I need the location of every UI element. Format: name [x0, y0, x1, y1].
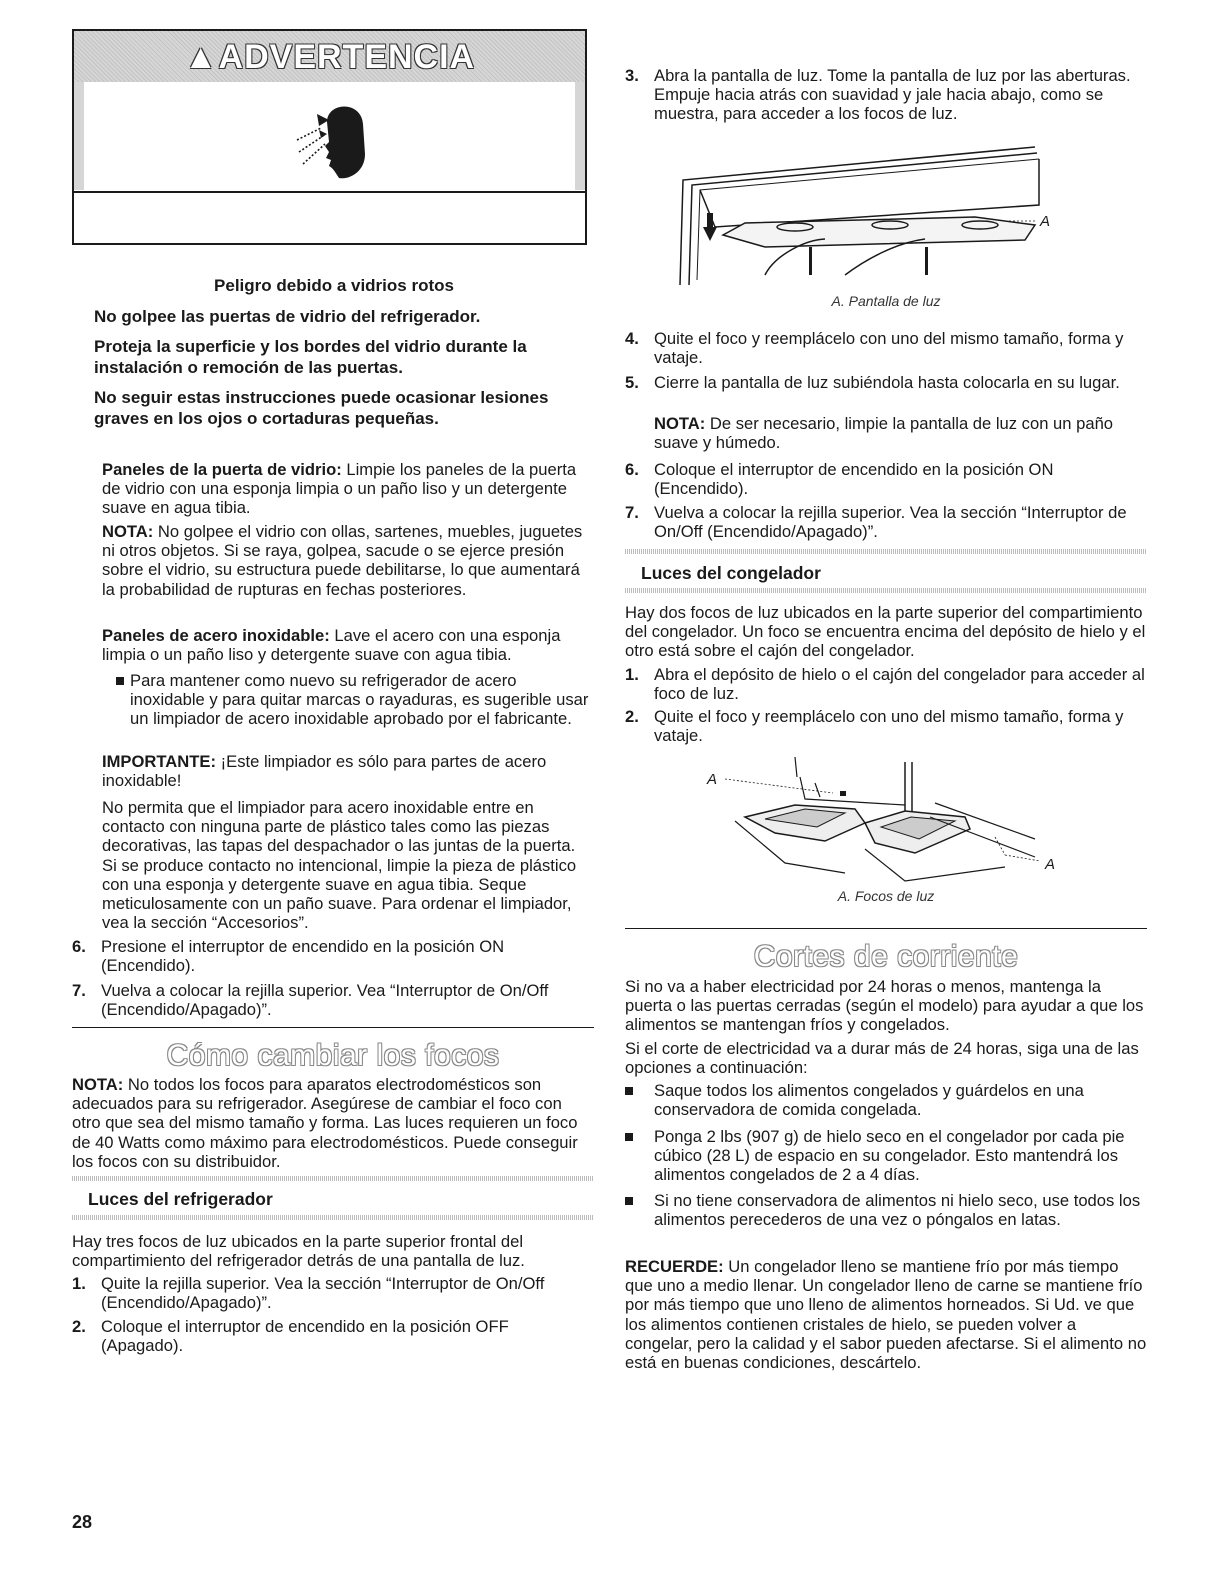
freezer-lights-illustration [705, 757, 1065, 887]
page-number: 28 [72, 1512, 93, 1532]
bullet-icon [625, 1197, 633, 1205]
plastic-paragraph: No permita que el limpiador para acero inoxidable entre en contacto con ninguna parte de plástico tales como las piezas decorativas, las tapas del despachador o las juntas de la puerta. Si se produce contacto no intencional, limpie la pieza de plástico con una esponja y detergente suave en agua tibia. Seque meticulosamente con un paño suave. Para ordenar el limpiador, vea la sección “Accesorios”. [102, 798, 577, 933]
freezer-lights-heading: Luces del congelador [641, 563, 821, 583]
warning-box [72, 29, 587, 245]
glass-note-paragraph: NOTA: No golpee el vidrio con ollas, sartenes, muebles, juguetes ni otros objetos. Si se raya, golpea, sacude o se ejerce presión sobre el vidrio, su estructura puede debilitarse, lo que aumentará la probabilidad de rupturas en fechas posteriores. [102, 522, 583, 599]
bullet-icon [116, 677, 124, 685]
remember-paragraph: RECUERDE: Un congelador lleno se mantiene frío por más tiempo que uno a medio llenar. Un congelador lleno de carne se mantiene frío por más tiempo que uno lleno de alimentos horneados. Si Ud. ve que los alimentos contienen cristales de hielo, se pueden volver a congelar, pero la calidad y el sabor pueden afectarse. Si el alimento no está en buenas condiciones, descártelo. [625, 1257, 1147, 1373]
freezer-intro: Hay dos focos de luz ubicados en la parte superior del compartimiento del congelador. Un foco se encuentra encima del depósito de hielo y el otro está sobre el cajón del congelador. [625, 603, 1146, 661]
bulbs-heading: Cómo cambiar los focos [166, 1039, 500, 1072]
hatch-rule [625, 588, 1147, 593]
step-5-note: NOTA: De ser necesario, limpie la pantalla de luz con un paño suave y húmedo. [654, 414, 1114, 453]
figure-2-label-left: A [707, 771, 718, 788]
outage-paragraph-1: Si no va a haber electricidad por 24 horas o menos, mantenga la puerta o las puertas cerradas (según el modelo) para ayudar a que los alimentos se mantengan fríos y congelados. [625, 977, 1144, 1035]
glass-panels-paragraph: Paneles de la puerta de vidrio: Limpie los paneles de la puerta de vidrio con una esponja limpia o un paño liso y un detergente suave en agua tibia. [102, 460, 577, 518]
outage-paragraph-2: Si el corte de electricidad va a durar más de 24 horas, siga una de las opciones a continuación: [625, 1039, 1139, 1078]
figure-2-caption: A. Focos de luz [837, 888, 935, 904]
outage-heading: Cortes de corriente [753, 940, 1019, 973]
fridge-lights-heading: Luces del refrigerador [88, 1189, 273, 1209]
section-divider [72, 1027, 594, 1028]
bullet-icon [625, 1087, 633, 1095]
section-divider [625, 928, 1147, 929]
hatch-rule [72, 1176, 594, 1181]
warning-line-3: Proteja la superficie y los bordes del vidrio durante la instalación o remoción de las puertas. [94, 337, 527, 377]
fridge-lights-intro: Hay tres focos de luz ubicados en la parte superior frontal del compartimiento del refrigerador detrás de una pantalla de luz. [72, 1232, 525, 1271]
warning-title: ADVERTENCIA [218, 38, 476, 76]
hatch-rule [625, 549, 1147, 554]
important-paragraph: IMPORTANTE: ¡Este limpiador es sólo para partes de acero inoxidable! [102, 752, 547, 791]
warning-header [74, 31, 585, 84]
bullet-icon [625, 1133, 633, 1141]
bulbs-note-paragraph: NOTA: No todos los focos para aparatos electrodomésticos son adecuados para su refrigerador. Asegúrese de cambiar el foco con otro que sea del mismo tamaño y forma. Las luces requieren un foco de 40 Watts como máximo para electrodomésticos. Puede conseguir los focos con su distribuidor. [72, 1075, 578, 1171]
light-shield-illustration [675, 135, 1075, 285]
figure-1-caption: A. Pantalla de luz [831, 293, 941, 309]
eye-injury-icon [279, 88, 379, 188]
steel-panels-paragraph: Paneles de acero inoxidable: Lave el acero con una esponja limpia o un paño liso y detergente suave con agua tibia. [102, 626, 561, 665]
hatch-rule [72, 1215, 594, 1220]
warning-line-2: No golpee las puertas de vidrio del refrigerador. [94, 307, 481, 326]
warning-line-4: No seguir estas instrucciones puede ocasionar lesiones graves en los ojos o cortaduras pequeñas. [94, 388, 549, 428]
warning-line-1: Peligro debido a vidrios rotos [214, 276, 454, 295]
figure-2-label-right: A [1045, 856, 1056, 873]
figure-1-label: A [1040, 213, 1051, 230]
warning-triangle-icon: ▲ [183, 38, 219, 76]
